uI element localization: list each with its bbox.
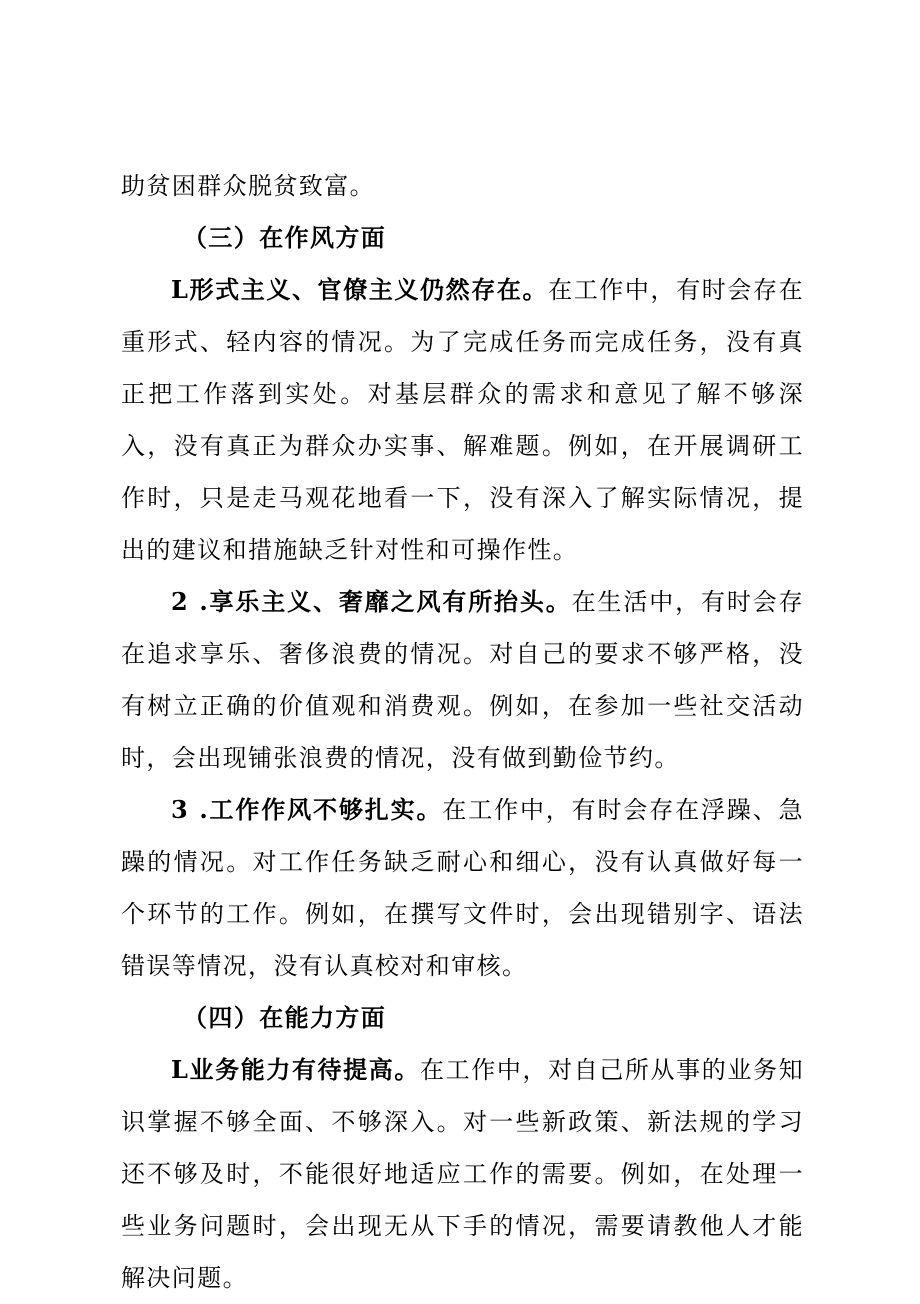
- paragraph-text: 在工作中，有时会存在重形式、轻内容的情况。为了完成任务而完成任务，没有真正把工作落到实处。对基层群众的需求和意见了解不够深入，没有真正为群众办实事、解难题。例如，在开展调研工作时，只是走马观花地看一下，没有深入了解实际情况，提出的建议和措施缺乏针对性和可操作性。: [121, 276, 804, 564]
- section-heading-style: [121, 212, 804, 264]
- paragraph-hedonism: [121, 576, 804, 784]
- paragraph-formalism: [121, 264, 804, 576]
- heading-text: （三）在作风方面: [183, 223, 387, 252]
- paragraph-lead: L业务能力有待提高。: [171, 1055, 421, 1084]
- paragraph-lead: L形式主义、官僚主义仍然存在。: [171, 275, 549, 304]
- section-heading-ability: [121, 992, 804, 1044]
- paragraph-business-ability: [121, 1044, 804, 1304]
- paragraph-text: 助贫困群众脱贫致富。: [121, 172, 375, 200]
- paragraph-work-style: [121, 784, 804, 992]
- paragraph-text: 在生活中，有时会存在追求享乐、奢侈浪费的情况。对自己的要求不够严格，没有树立正确的价值观和消费观。例如，在参加一些社交活动时，会出现铺张浪费的情况，没有做到勤俭节约。: [121, 588, 804, 772]
- document-page: [121, 160, 804, 1304]
- heading-text: （四）在能力方面: [183, 1003, 387, 1032]
- paragraph-lead: 2 .享乐主义、奢靡之风有所抬头。: [171, 587, 572, 616]
- paragraph-continuation: [121, 160, 804, 212]
- paragraph-lead: 3 .工作作风不够扎实。: [171, 795, 443, 824]
- paragraph-text: 在工作中，对自己所从事的业务知识掌握不够全面、不够深入。对一些新政策、新法规的学习还不够及时，不能很好地适应工作的需要。例如，在处理一些业务问题时，会出现无从下手的情况，需要请教他人才能解决问题。: [121, 1056, 805, 1292]
- paragraph-text: 在工作中，有时会存在浮躁、急躁的情况。对工作任务缺乏耐心和细心，没有认真做好每一个环节的工作。例如，在撰写文件时，会出现错别字、语法错误等情况，没有认真校对和审核。: [121, 796, 804, 980]
